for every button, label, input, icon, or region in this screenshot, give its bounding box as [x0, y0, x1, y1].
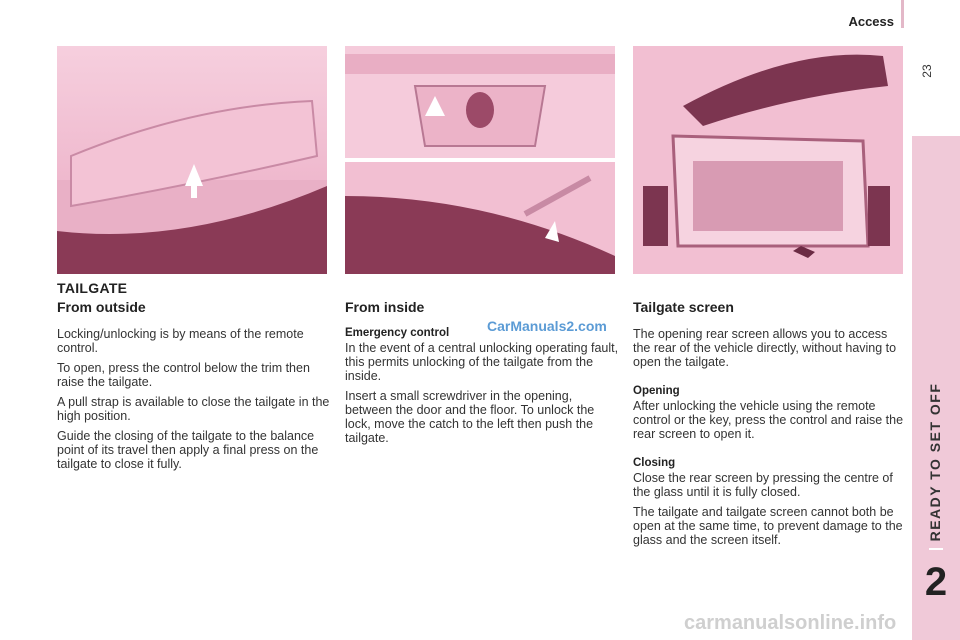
tailgate-inside-photo	[345, 46, 615, 274]
tailgate-screen-heading: Tailgate screen	[633, 299, 734, 315]
outside-paragraph-3: A pull strap is available to close the tailgate in the high position.	[57, 395, 330, 423]
tailgate-screen-photo	[633, 46, 903, 274]
closing-text: Close the rear screen by pressing the centre of the glass until it is fully closed.	[633, 471, 893, 499]
tailgate-screen-column	[633, 299, 908, 553]
opening-text: After unlocking the vehicle using the remote control or the key, press the control and raise the rear screen to open it.	[633, 399, 904, 441]
chapter-side-label: READY TO SET OFF	[927, 382, 943, 542]
section-title: TAILGATE	[57, 280, 128, 296]
page-number: 23	[920, 64, 934, 78]
header-title: Access	[848, 14, 894, 29]
inside-paragraph-1: In the event of a central unlocking operating fault, this permits unlocking of the tailgate from the inside.	[345, 341, 619, 383]
chapter-number: 2	[924, 560, 948, 604]
outside-paragraph-1: Locking/unlocking is by means of the remote control.	[57, 327, 304, 355]
screen-note: The tailgate and tailgate screen cannot both be open at the same time, to prevent damage to the glass and the screen itself.	[633, 505, 903, 547]
inline-watermark: CarManuals2.com	[487, 318, 607, 334]
footer-watermark: carmanualsonline.info	[684, 612, 897, 634]
screen-intro: The opening rear screen allows you to access the rear of the vehicle directly, without having to open the tailgate.	[633, 327, 897, 369]
from-outside-column	[57, 299, 332, 477]
inside-paragraph-2: Insert a small screwdriver in the opening, between the door and the floor. To unlock the lock, move the catch to the left then push the tailgate.	[345, 389, 595, 445]
opening-heading: Opening	[633, 385, 680, 397]
emergency-control-heading: Emergency control	[345, 327, 450, 339]
outside-paragraph-2: To open, press the control below the trim then raise the tailgate.	[57, 361, 310, 389]
from-outside-heading: From outside	[57, 299, 146, 315]
from-inside-heading: From inside	[345, 299, 425, 315]
outside-paragraph-4: Guide the closing of the tailgate to the balance point of its travel then apply a final press on the tailgate to close it fully.	[57, 429, 319, 471]
side-divider	[929, 548, 943, 550]
header-rule	[901, 0, 904, 28]
tailgate-outside-photo	[57, 46, 327, 274]
closing-heading: Closing	[633, 457, 676, 469]
